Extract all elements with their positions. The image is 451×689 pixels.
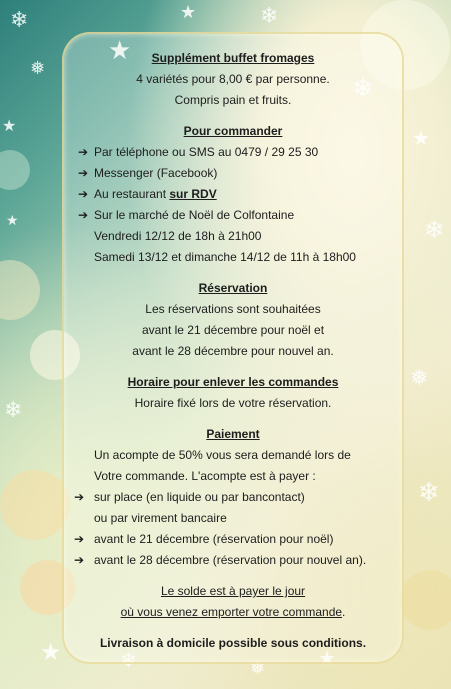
star-icon: ★ xyxy=(6,213,19,229)
list-item: ➔ Messenger (Facebook) xyxy=(78,163,404,184)
paiement-title: Paiement xyxy=(206,427,260,441)
snowflake-icon: ❅ xyxy=(30,58,46,79)
star-icon: ★ xyxy=(318,646,336,670)
snowflake-icon: ❄ xyxy=(10,8,29,33)
list-item: ➔ Au restaurant sur RDV xyxy=(78,184,404,205)
bokeh-light xyxy=(0,260,40,320)
star-icon: ★ xyxy=(108,36,132,66)
arrow-right-icon: ➔ xyxy=(74,532,85,546)
buffet-line: Compris pain et fruits. xyxy=(174,93,292,107)
snowflake-icon: ❅ xyxy=(250,658,266,679)
arrow-right-icon: ➔ xyxy=(74,553,85,567)
buffet-line: 4 variétés pour 8,00 € par personne. xyxy=(136,72,330,86)
bokeh-light xyxy=(0,150,30,190)
snowflake-icon: ❄ xyxy=(418,478,440,508)
snowflake-icon: ❄ xyxy=(352,74,374,104)
star-icon: ★ xyxy=(2,116,17,135)
snowflake-icon: ❄ xyxy=(424,216,445,244)
star-icon: ★ xyxy=(180,2,197,23)
snowflake-icon: ❅ xyxy=(410,366,429,391)
buffet-title: Supplément buffet fromages xyxy=(151,51,315,65)
commander-list xyxy=(62,142,404,268)
list-item: ➔ Sur le marché de Noël de Colfontaine xyxy=(78,205,404,226)
list-item: ➔ Par téléphone ou SMS au 0479 / 29 25 30 xyxy=(78,142,404,163)
snowflake-icon: ❄ xyxy=(260,4,279,29)
livraison-note: Livraison à domicile possible sous conditions. xyxy=(99,636,367,650)
arrow-right-icon: ➔ xyxy=(78,166,89,180)
horaire-title: Horaire pour enlever les commandes xyxy=(127,375,339,389)
snowflake-icon: ❄ xyxy=(120,648,137,672)
list-item: ➔ sur place (en liquide ou par bancontact) xyxy=(62,487,404,508)
list-item: ➔ avant le 21 décembre (réservation pour noël) xyxy=(62,529,404,550)
marche-dates: Vendredi 12/12 de 18h à 21h00 xyxy=(94,229,262,243)
arrow-right-icon: ➔ xyxy=(78,145,89,159)
arrow-right-icon: ➔ xyxy=(74,490,85,504)
marche-dates: Samedi 13/12 et dimanche 14/12 de 11h à 18h00 xyxy=(94,250,356,264)
reservation-title: Réservation xyxy=(198,281,268,295)
arrow-right-icon: ➔ xyxy=(78,208,89,222)
bokeh-light xyxy=(400,570,451,630)
menu-info: Supplément buffet fromages 4 variétés pour 8,00 € par personne. Compris pain et fruits. Pour commander ➔ Par téléphone ou SMS au 0479 / 29 25 30 ➔ Messenger (Facebook) ➔ Au restaurant sur RDV ➔ Sur le marché de Noël de Colfontaine Vendredi 12/12 de 18h à 21h00 Samedi 13/12 et dimanche 14/12 de 11h à 18h00 Réservation Les réservations sont souhaitées avant le 21 décembre pour noël et avant le 28 décembre pour nouvel an. Horaire pour enlever les commandes Horaire fixé lors de votre réservation. Paiement Un acompte de 50% vous sera demandé lors de Votre commande. L'acompte est à payer : ➔ sur place (en liquide ou par bancontact) ou par virement bancaire ➔ avant le 21 décembre (réservation pour noël) ➔ avant le 28 décembre (réservation pour nouvel an). Le solde est à payer le jour où vous venez emporter votre commande. Livraison à domicile possible sous conditions. xyxy=(62,48,404,654)
solde-note: où vous venez emporter votre commande. xyxy=(120,605,346,619)
solde-note: Le solde est à payer le jour xyxy=(160,584,306,598)
bokeh-light xyxy=(0,470,70,540)
list-item: ➔ avant le 28 décembre (réservation pour nouvel an). xyxy=(62,550,404,571)
commander-title: Pour commander xyxy=(183,124,283,138)
arrow-right-icon: ➔ xyxy=(78,187,89,201)
snowflake-icon: ❄ xyxy=(4,398,23,423)
rdv-label: sur RDV xyxy=(169,187,217,201)
star-icon: ★ xyxy=(412,126,430,150)
star-icon: ★ xyxy=(40,638,62,666)
